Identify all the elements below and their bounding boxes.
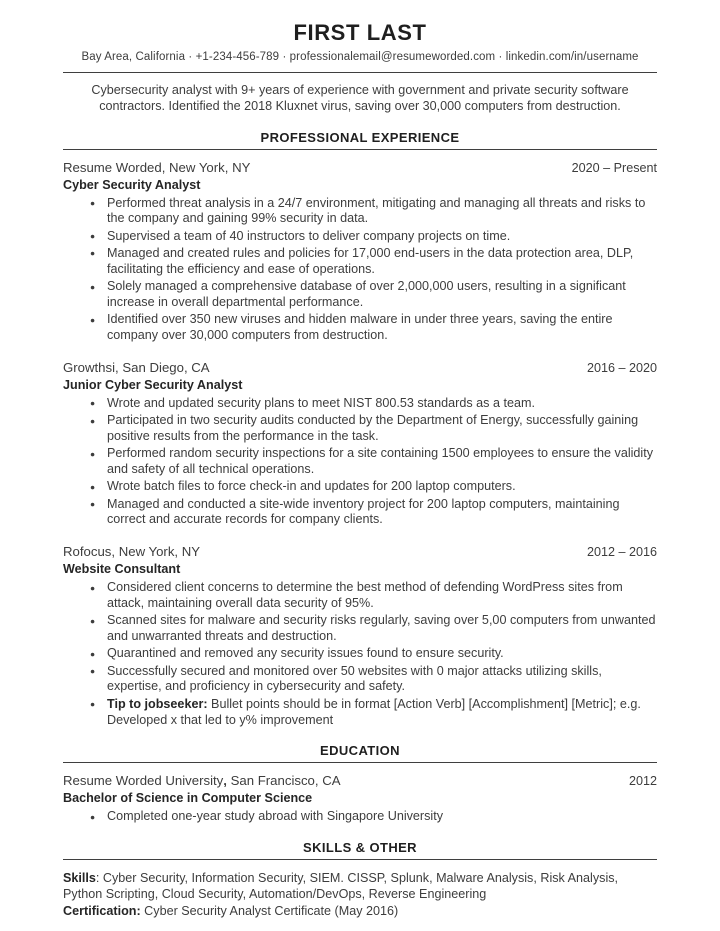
job-header <box>63 360 657 375</box>
bullet-item: ● Performed threat analysis in a 24/7 environment, mitigating and managing all threats and risks to the company and gaining 99% security in data. <box>107 196 657 228</box>
bullet-item: ● Scanned sites for malware and security risks regularly, saving over 5,00 computers from unwanted and unwarranted threats and destruction. <box>107 613 657 645</box>
section-skills <box>63 840 657 919</box>
job-entry <box>63 360 657 528</box>
bullet-item: ● Quarantined and removed any security issues found to ensure security. <box>107 646 657 662</box>
bullet-item: ● Successfully secured and monitored over 50 websites with 0 major attacks utilizing skills, expertise, and proficiency in cybersecurity and safety. <box>107 664 657 696</box>
skills-line-lead: Skills <box>63 871 96 886</box>
job-header <box>63 160 657 175</box>
job-dates: 2012 – 2016 <box>586 545 657 560</box>
company-location: Resume Worded, New York, NY <box>63 159 251 175</box>
skills-divider <box>63 859 657 860</box>
job-header <box>63 544 657 559</box>
bullet-list <box>63 196 657 344</box>
skills-line: Skills: Cyber Security, Information Security, SIEM. CISSP, Splunk, Malware Analysis, Risk Analysis, Python Scripting, Cloud Security, Automation/DevOps, Reverse Engineering <box>63 871 619 902</box>
section-experience <box>63 130 657 729</box>
company-location: Rofocus, New York, NY <box>63 544 201 560</box>
bullet-item: ● Completed one-year study abroad with Singapore University <box>107 809 657 825</box>
education-list <box>63 773 657 825</box>
bullet-item: ● Performed random security inspections for a site containing 1500 employees to ensure the validity and safety of all technical operations. <box>107 446 657 478</box>
jobs-list <box>63 160 657 729</box>
bullet-item: ● Wrote batch files to force check-in and updates for 200 laptop computers. <box>107 479 657 495</box>
degree-title: Bachelor of Science in Computer Science <box>63 791 313 806</box>
header-divider <box>63 72 657 73</box>
bullet-item: ● Managed and conducted a site-wide inventory project for 200 laptop computers, maintaining correct and accurate records for company clients. <box>107 497 657 529</box>
bullet-item: ● Identified over 350 new viruses and hidden malware in under three years, saving the entire company over 30,000 computers from destruction. <box>107 312 657 344</box>
experience-divider <box>63 149 657 150</box>
bullet-list <box>63 580 657 728</box>
section-heading-education: EDUCATION <box>320 743 400 759</box>
school-location: Resume Worded University, San Francisco, CA <box>63 773 341 789</box>
summary-text: Cybersecurity analyst with 9+ years of experience with government and private security software contractors. Identified the 2018 Kluxnet virus, saving over 30,000 computers from destruction. <box>91 83 629 113</box>
education-divider <box>63 762 657 763</box>
job-title: Cyber Security Analyst <box>63 177 201 192</box>
job-entry <box>63 160 657 344</box>
skills-line-lead: Certification: <box>63 903 141 918</box>
bullet-item: ● Tip to jobseeker: Bullet points should be in format [Action Verb] [Accomplishment] [Metric]; e.g. Developed x that led to y% improvement <box>107 697 657 729</box>
education-entry <box>63 773 657 825</box>
job-entry <box>63 544 657 728</box>
education-dates: 2012 <box>628 774 657 789</box>
job-title: Website Consultant <box>63 562 181 577</box>
company-location: Growthsi, San Diego, CA <box>63 359 210 375</box>
job-dates: 2016 – 2020 <box>586 360 657 375</box>
bullet-item: ● Participated in two security audits conducted by the Department of Energy, successfully gaining positive results from the performance in the task. <box>107 413 657 445</box>
bullet-list <box>63 396 657 528</box>
skills-line: Certification: Cyber Security Analyst Certificate (May 2016) <box>63 903 399 918</box>
bullet-item: ● Considered client concerns to determine the best method of defending WordPress sites from attack, maintaining overall data security of 95%. <box>107 580 657 612</box>
job-dates: 2020 – Present <box>571 160 657 175</box>
skills-lines <box>63 870 657 919</box>
bullet-item: ● Managed and created rules and policies for 17,000 end-users in the data protection area, DLP, facilitating the efficiency and ease of operations. <box>107 246 657 278</box>
section-heading-experience: PROFESSIONAL EXPERIENCE <box>260 129 460 145</box>
bullet-item: ● Solely managed a comprehensive database of over 2,000,000 users, resulting in a significant increase in overall departmental performance. <box>107 279 657 311</box>
bullet-item: ● Supervised a team of 40 instructors to deliver company projects on time. <box>107 229 657 245</box>
contact-line: Bay Area, California · +1-234-456-789 · professionalemail@resumeworded.com · linkedin.com/in/username <box>81 51 639 63</box>
bullet-item: ● Wrote and updated security plans to meet NIST 800.53 standards as a team. <box>107 396 657 412</box>
school-comma: , <box>223 773 227 789</box>
bullet-list <box>63 809 657 825</box>
section-education <box>63 743 657 825</box>
section-heading-skills: SKILLS & OTHER <box>303 840 417 856</box>
job-title: Junior Cyber Security Analyst <box>63 377 243 392</box>
bullet-bold-lead: Tip to jobseeker: <box>107 696 208 711</box>
education-header <box>63 773 657 788</box>
candidate-name: FIRST LAST <box>293 20 427 45</box>
